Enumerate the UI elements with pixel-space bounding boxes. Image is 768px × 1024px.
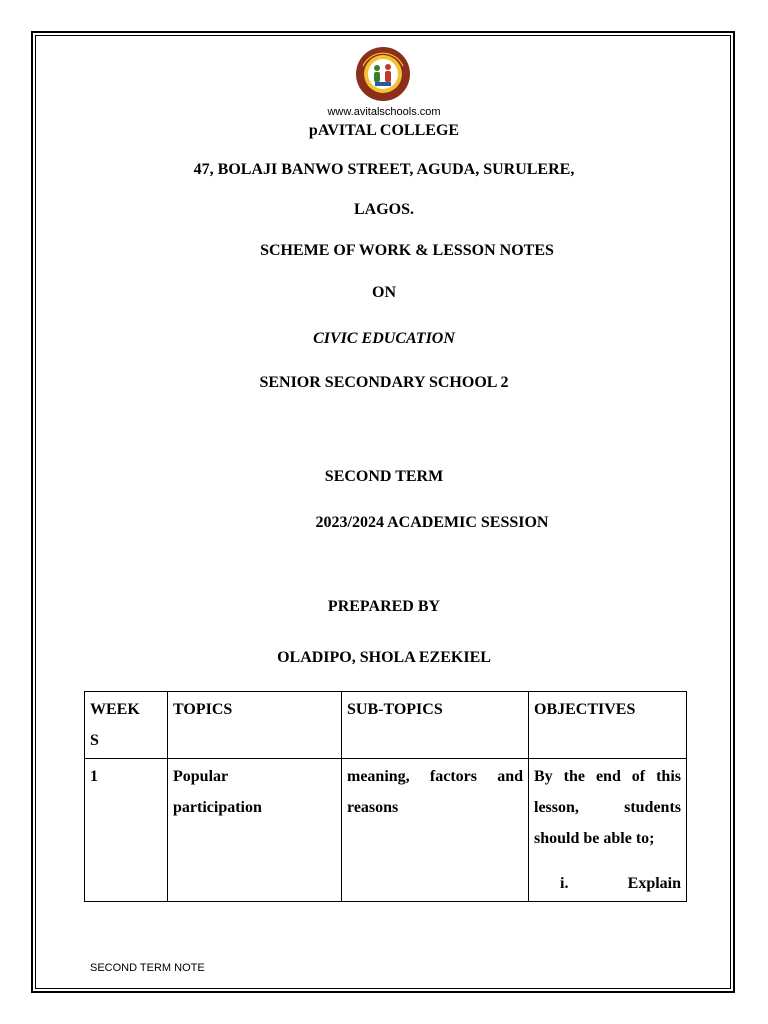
author-name: OLADIPO, SHOLA EZEKIEL <box>277 649 491 666</box>
document-type: SCHEME OF WORK & LESSON NOTES <box>260 242 554 259</box>
address-line-2: LAGOS. <box>353 201 414 218</box>
objective-list-item: i. Explain <box>560 875 681 892</box>
cell-objective: By the end of this lesson, students should be able to; i. Explain <box>529 759 687 902</box>
footer-note: SECOND TERM NOTE <box>90 962 205 974</box>
header-topics: TOPICS <box>168 692 342 759</box>
scheme-table <box>84 691 687 902</box>
term: SECOND TERM <box>324 468 444 485</box>
class-name: SENIOR SECONDARY SCHOOL 2 <box>259 374 509 391</box>
cell-subtopic: meaning, factors and reasons <box>342 759 529 902</box>
school-name: pAVITAL COLLEGE <box>308 122 460 139</box>
academic-session: 2023/2024 ACADEMIC SESSION <box>315 514 549 531</box>
subject-title: CIVIC EDUCATION <box>313 330 455 347</box>
cell-week: 1 <box>85 759 168 902</box>
website-url: www.avitalschools.com <box>327 106 441 118</box>
address-line-1: 47, BOLAJI BANWO STREET, AGUDA, SURULERE, <box>193 161 575 178</box>
table-header-row <box>85 692 687 759</box>
header-weeks: WEEK S <box>85 692 168 759</box>
on-label: ON <box>372 284 396 301</box>
table-row <box>85 759 687 902</box>
prepared-by-label: PREPARED BY <box>327 598 441 615</box>
school-crest-icon <box>355 46 411 102</box>
header-objectives: OBJECTIVES <box>529 692 687 759</box>
header-subtopics: SUB-TOPICS <box>342 692 529 759</box>
cell-topic: Popular participation <box>168 759 342 902</box>
